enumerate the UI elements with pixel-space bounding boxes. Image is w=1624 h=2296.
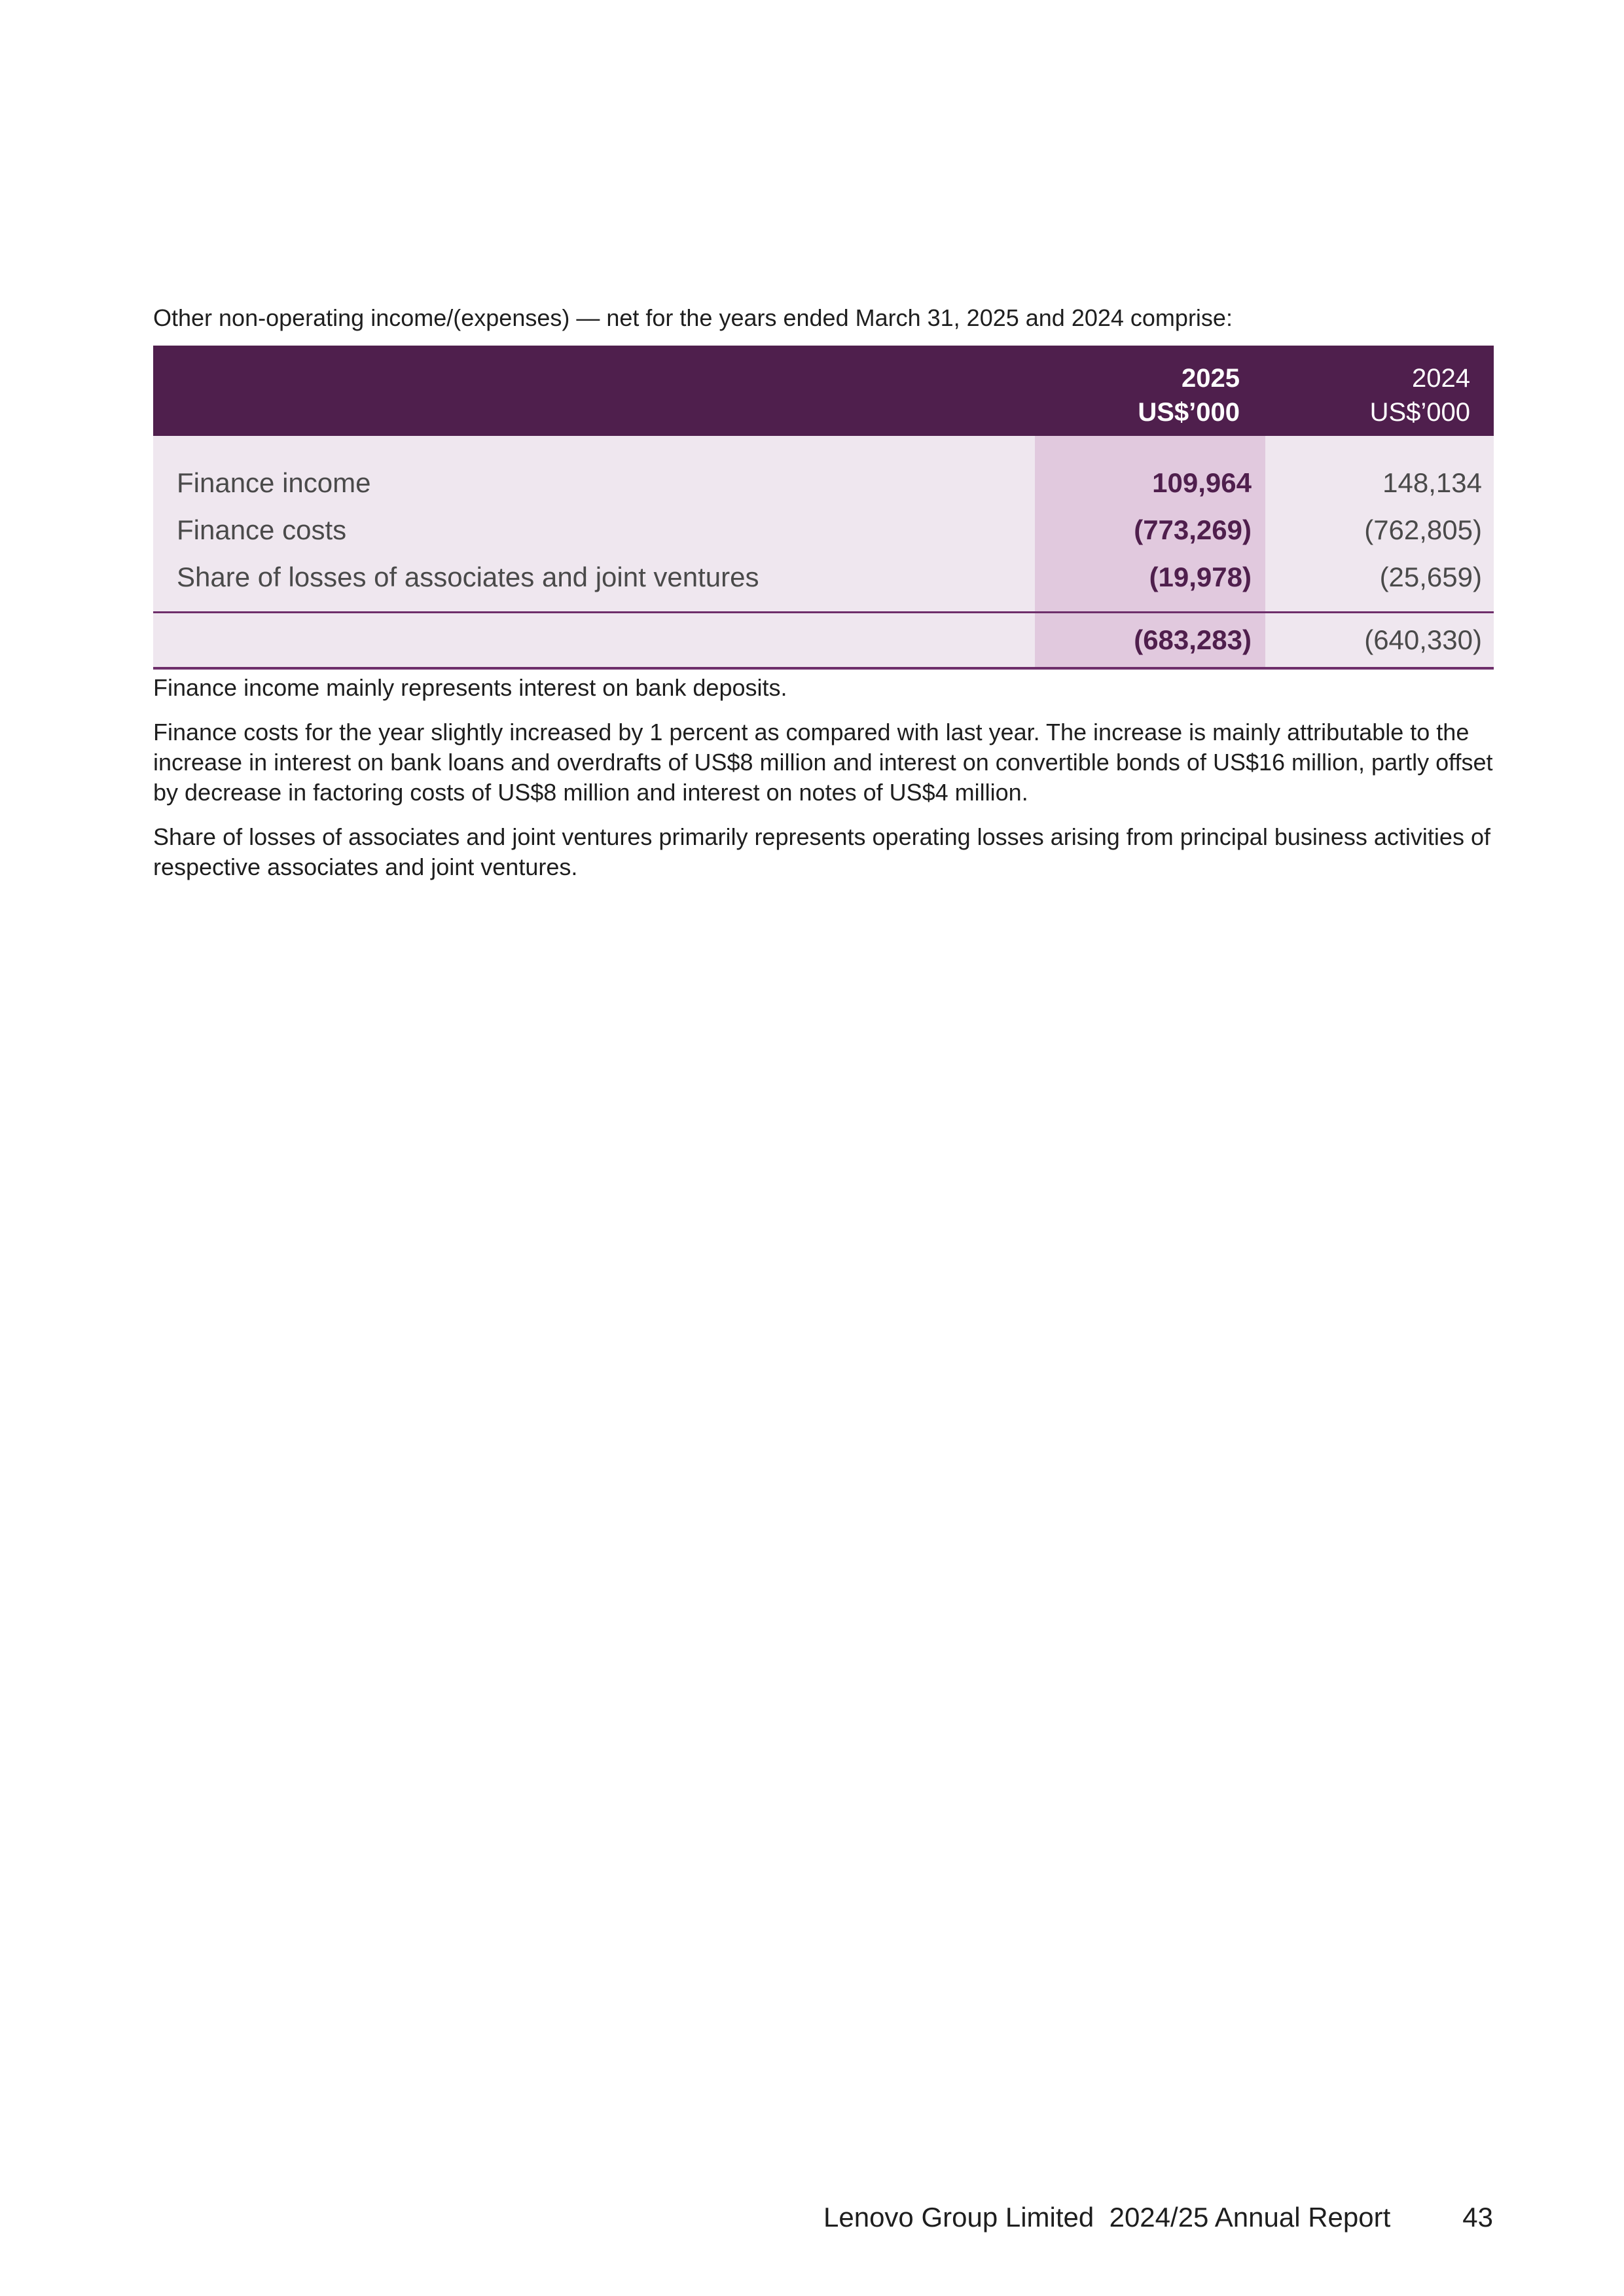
header-unit-2025: US$’000 [1138, 398, 1240, 427]
header-2024 [1370, 361, 1470, 429]
value-2024-share-of-losses: (25,659) [1379, 562, 1482, 592]
header-unit-2024: US$’000 [1369, 398, 1470, 427]
header-year-2024: 2024 [1412, 364, 1470, 393]
note-finance-costs: Finance costs for the year slightly increased by 1 percent as compared with last year. The increase is mainly attributable to the increase in interest on bank loans and overdrafts of US$8 million and interest on convertible bonds of US$16 million, partly offset by decrease in factoring costs of US$8 million and interest on notes of US$4 million. [153, 719, 1493, 806]
value-2025-finance-costs: (773,269) [1134, 514, 1252, 545]
table-body [153, 436, 1494, 667]
value-2024-finance-income: 148,134 [1382, 467, 1482, 498]
note-share-of-losses: Share of losses of associates and joint ventures primarily represents operating losses arising from principal business activities of respective associates and joint ventures. [153, 823, 1490, 880]
value-2024-finance-costs: (762,805) [1364, 514, 1482, 545]
header-year-2025: 2025 [1182, 364, 1240, 393]
intro-text: Other non-operating income/(expenses) — net for the years ended March 31, 2025 and 2024 comprise: [153, 304, 1233, 331]
table-row [153, 507, 1494, 554]
row-label-finance-income: Finance income [177, 467, 371, 498]
total-row [153, 613, 1494, 667]
value-2025-share-of-losses: (19,978) [1149, 562, 1252, 592]
table-bottom-rule [153, 667, 1494, 670]
row-label-share-of-losses: Share of losses of associates and joint ventures [177, 562, 759, 592]
non-operating-table [153, 346, 1494, 670]
note-finance-income: Finance income mainly represents interest on bank deposits. [153, 674, 787, 701]
footer-report-title: Lenovo Group Limited 2024/25 Annual Report [823, 2202, 1391, 2233]
table-rows [153, 436, 1494, 611]
row-label-finance-costs: Finance costs [177, 514, 347, 545]
page-number: 43 [1462, 2202, 1493, 2233]
value-2025-finance-income: 109,964 [1152, 467, 1252, 498]
explanatory-notes [153, 673, 1502, 897]
page-footer [823, 2199, 1493, 2236]
header-2025 [1138, 361, 1240, 429]
total-2025: (683,283) [1134, 624, 1252, 655]
total-2024: (640,330) [1364, 624, 1482, 655]
table-header [153, 346, 1494, 436]
table-row [153, 459, 1494, 507]
table-row [153, 554, 1494, 601]
